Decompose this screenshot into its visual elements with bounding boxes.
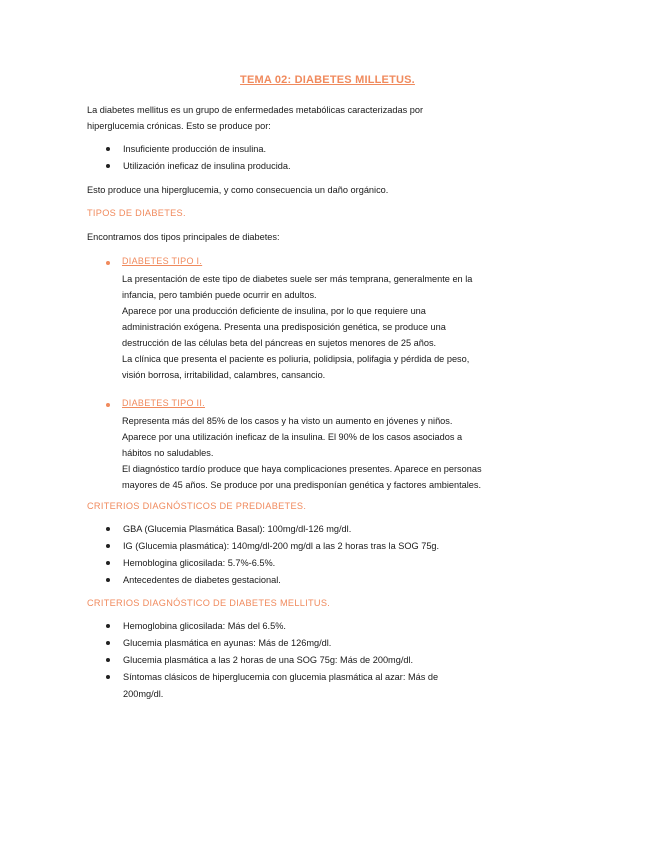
intro-paragraph [87,102,567,134]
bullet-icon [106,261,110,265]
list-item: Hemoblogina glicosilada: 5.7%-6.5%. [106,555,439,572]
list-item: IG (Glucemia plasmática): 140mg/dl-200 mg/dl a las 2 horas tras la SOG 75g. [106,538,439,555]
type1-body [122,271,532,383]
list-item: Síntomas clásicos de hiperglucemia con glucemia plasmática al azar: Más de [106,669,438,686]
type1-heading: DIABETES TIPO I. [122,256,203,266]
type2-heading: DIABETES TIPO II. [122,398,205,408]
type2-body [122,413,532,493]
types-intro: Encontramos dos tipos principales de diabetes: [87,232,280,242]
intro-line-2: hiperglucemia crónicas. Esto se produce por: [87,121,271,131]
dm-item-continuation: 200mg/dl. [123,689,164,699]
type1-line: infancia, pero también puede ocurrir en adultos. [122,290,317,300]
type2-line: hábitos no saludables. [122,448,214,458]
type1-line: visión borrosa, irritabilidad, calambres, cansancio. [122,370,326,380]
type2-line: mayores de 45 años. Se produce por una predisponían genética y factores ambientales. [122,480,482,490]
list-item: Utilización ineficaz de insulina producida. [106,158,291,175]
type2-line: El diagnóstico tardío produce que haya complicaciones presentes. Aparece en personas [122,464,482,474]
bullet-icon [106,403,110,407]
type2-line: Representa más del 85% de los casos y ha visto un aumento en jóvenes y niños. [122,416,453,426]
list-item: Insuficiente producción de insulina. [106,141,291,158]
type1-line: Aparece por una producción deficiente de insulina, por lo que requiere una [122,306,426,316]
type1-line: La clínica que presenta el paciente es poliuria, polidipsia, polifagia y pérdida de peso, [122,354,470,364]
list-item: Glucemia plasmática a las 2 horas de una SOG 75g: Más de 200mg/dl. [106,652,438,669]
type2-line: Aparece por una utilización ineficaz de la insulina. El 90% de los casos asociados a [122,432,463,442]
prediabetes-heading: CRITERIOS DIAGNÓSTICOS DE PREDIABETES. [87,501,307,511]
list-item: GBA (Glucemia Plasmática Basal): 100mg/dl-126 mg/dl. [106,521,439,538]
dm-criteria-list [106,618,438,686]
type1-line: administración exógena. Presenta una predisposición genética, se produce una [122,322,446,332]
list-item: Antecedentes de diabetes gestacional. [106,572,439,589]
list-item: Hemoglobina glicosilada: Más del 6.5%. [106,618,438,635]
type1-line: destrucción de las células beta del páncreas en sujetos menores de 25 años. [122,338,437,348]
prediabetes-criteria-list [106,521,439,589]
intro-line-1: La diabetes mellitus es un grupo de enfermedades metabólicas caracterizadas por [87,105,424,115]
intro-bullet-list [106,141,291,175]
list-item: Glucemia plasmática en ayunas: Más de 126mg/dl. [106,635,438,652]
dm-heading: CRITERIOS DIAGNÓSTICO DE DIABETES MELLITUS. [87,598,331,608]
type1-line: La presentación de este tipo de diabetes suele ser más temprana, generalmente en la [122,274,473,284]
consequence-paragraph: Esto produce una hiperglucemia, y como consecuencia un daño orgánico. [87,185,389,195]
types-heading: TIPOS DE DIABETES. [87,208,186,218]
page-title: TEMA 02: DIABETES MILLETUS. [240,74,415,86]
